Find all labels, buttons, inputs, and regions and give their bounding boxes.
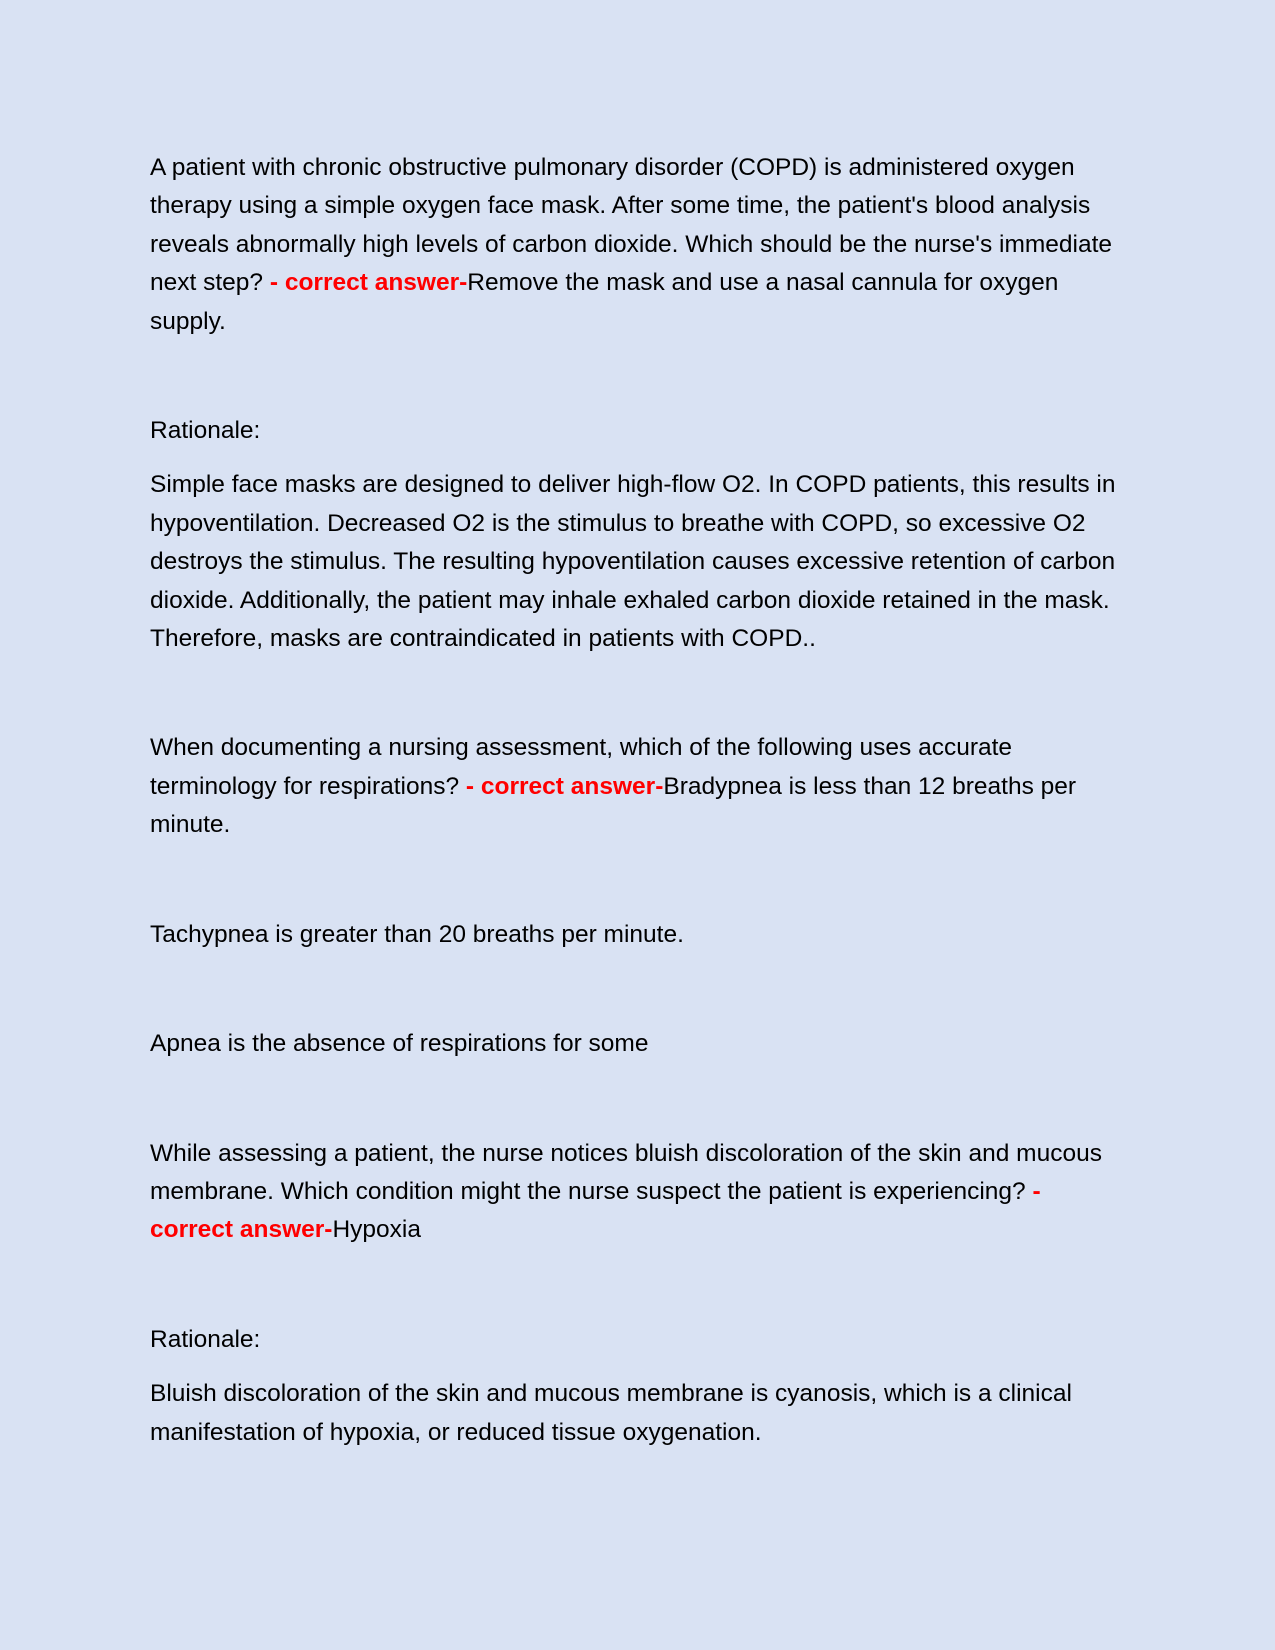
question-1-text: A patient with chronic obstructive pulmonary disorder (COPD) is administered oxygen therapy using a simple oxygen face mask. After some time, the patient's blood analysis reveals abnormally high levels of carbon dioxide. Which should be the nurse's immediate next step? [150,154,1113,297]
correct-answer-marker: - correct answer- [150,1177,1041,1244]
note-tachypnea: Tachypnea is greater than 20 breaths per minute. [150,920,684,948]
correct-answer-marker: - correct answer- [269,269,468,297]
question-3-text: While assessing a patient, the nurse notices bluish discoloration of the skin and mucous membrane. Which condition might the nurse suspect the patient is experiencing? [150,1139,1102,1205]
question-3-answer: Hypoxia [332,1216,421,1244]
rationale-3-text: Bluish discoloration of the skin and mucous membrane is cyanosis, which is a clinical manifestation of hypoxia, or reduced tissue oxygenation. [150,1380,1072,1446]
question-1 [150,149,1130,341]
question-2-text: When documenting a nursing assessment, which of the following uses accurate terminology for respirations? [150,734,1013,800]
rationale-1-text: Simple face masks are designed to deliver high-flow O2. In COPD patients, this results in hypoventilation. Decreased O2 is the stimulus to breathe with COPD, so excessive O2 destroys the stimulus. The resulting hypoventilation causes excessive retention of carbon dioxide. Additionally, the patient may inhale exhaled carbon dioxide retained in the mask. Therefore, masks are contraindicated in patients with COPD.. [150,471,1116,653]
question-2 [150,729,1130,844]
question-1-answer: Remove the mask and use a nasal cannula for oxygen supply. [150,269,1059,335]
correct-answer-marker: - correct answer- [465,772,664,800]
rationale-3-label: Rationale: [150,1325,261,1353]
document-content [150,149,1130,1452]
question-3 [150,1135,1130,1250]
note-apnea: Apnea is the absence of respirations for some [150,1030,649,1058]
rationale-1-label: Rationale: [150,417,261,445]
question-2-answer: Bradypnea is less than 12 breaths per minute. [150,772,1077,839]
